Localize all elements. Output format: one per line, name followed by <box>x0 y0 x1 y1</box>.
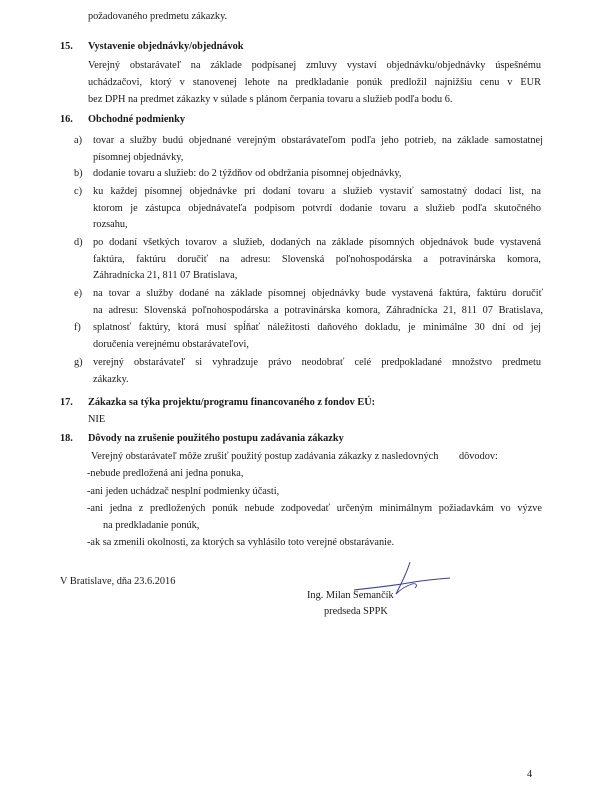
item-e-line: na adresu: Slovenská poľnohospodárska a potravinárska komora, Záhradnícka 21, 811 07 Bratislava, <box>93 305 543 316</box>
section-15-line: Verejný obstarávateľ na základe podpísanej zmluvy vystaví objednávku/objednávky úspešnému <box>88 60 541 71</box>
item-g-line: verejný obstarávateľ si vyhradzuje právo neodobrať celé predpokladané množstvo predmetu <box>93 357 541 368</box>
section-17-answer: NIE <box>88 414 106 425</box>
section-16-title: Obchodné podmienky <box>88 114 185 125</box>
item-d-line: po dodaní všetkých tovarov a služieb, dodaných na základe písomných objednávok bude vystavená <box>93 237 541 248</box>
item-a-line: tovar a služby budú objednané verejným obstarávateľom podľa jeho potrieb, na základe samostatnej <box>93 135 543 146</box>
item-f-line: splatnosť faktúry, ktorá musí spĺňať náležitosti daňového dokladu, je minimálne 30 dní od jej <box>93 322 541 333</box>
item-c-letter: c) <box>74 186 82 197</box>
item-c-line: ktorom je zástupca objednávateľa podpisom potvrdí dodanie tovaru a služieb podľa skutočného <box>93 203 541 214</box>
signatory-role: predseda SPPK <box>324 606 388 617</box>
section-18-line: Verejný obstarávateľ môže zrušiť použitý postup zadávania zákazky z nasledovných dôvodov: <box>91 451 498 462</box>
item-f-letter: f) <box>74 322 81 333</box>
section-15-title: Vystavenie objednávky/objednávok <box>88 41 244 52</box>
section-15-line: bez DPH na predmet zákazky v súlade s plánom čerpania tovaru a služieb podľa bodu 6. <box>88 94 453 105</box>
section-17-number: 17. <box>60 397 73 408</box>
page-number: 4 <box>527 769 533 780</box>
section-18-number: 18. <box>60 433 73 444</box>
section-15-line: uchádzačovi, ktorý v stanovenej lehote na predkladanie ponúk predložil najnižšiu cenu v EUR <box>88 77 541 88</box>
section-18-line: -ani jedna z predložených ponúk nebude zodpovedať určeným minimálnym požiadavkám vo výzve <box>87 503 542 514</box>
section-16-number: 16. <box>60 114 73 125</box>
section-18-line: -ani jeden uchádzač nesplní podmienky účasti, <box>87 486 280 497</box>
item-b-line: dodanie tovaru a služieb: do 2 týždňov od obdržania písomnej objednávky, <box>93 168 402 179</box>
item-c-line: rozsahu, <box>93 219 128 230</box>
signatory-name: Ing. Milan Semančík <box>307 590 394 601</box>
section-18-title: Dôvody na zrušenie použitého postupu zadávania zákazky <box>88 433 344 444</box>
item-a-line: písomnej objednávky, <box>93 152 184 163</box>
item-g-line: zákazky. <box>93 374 129 385</box>
item-b-letter: b) <box>74 168 83 179</box>
item-e-letter: e) <box>74 288 82 299</box>
item-f-line: doručenia verejnému obstarávateľovi, <box>93 339 249 350</box>
section-18-line: -ak sa zmenili okolnosti, za ktorých sa vyhlásilo toto verejné obstarávanie. <box>87 537 395 548</box>
item-a-letter: a) <box>74 135 82 146</box>
item-e-line: na tovar a služby dodané na základe písomnej objednávky bude vystavená faktúra, faktúru doručiť <box>93 288 543 299</box>
item-d-letter: d) <box>74 237 83 248</box>
section-18-line: -nebude predložená ani jedna ponuka, <box>87 468 244 479</box>
item-c-line: ku každej písomnej objednávke pri dodaní tovaru a služieb vystaviť samostatný dodací list, na <box>93 186 541 197</box>
section-15-number: 15. <box>60 41 73 52</box>
item-d-line: faktúra, faktúru doručiť na adresu: Slovenská poľnohospodárska a potravinárska komora, <box>93 254 541 265</box>
intro-text: požadovaného predmetu zákazky. <box>88 11 228 22</box>
item-d-line: Záhradnícka 21, 811 07 Bratislava, <box>93 270 238 281</box>
section-18-line: na predkladanie ponúk, <box>103 520 200 531</box>
place-date: V Bratislave, dňa 23.6.2016 <box>60 576 176 587</box>
item-g-letter: g) <box>74 357 83 368</box>
section-17-title: Zákazka sa týka projektu/programu financovaného z fondov EÚ: <box>88 397 376 408</box>
